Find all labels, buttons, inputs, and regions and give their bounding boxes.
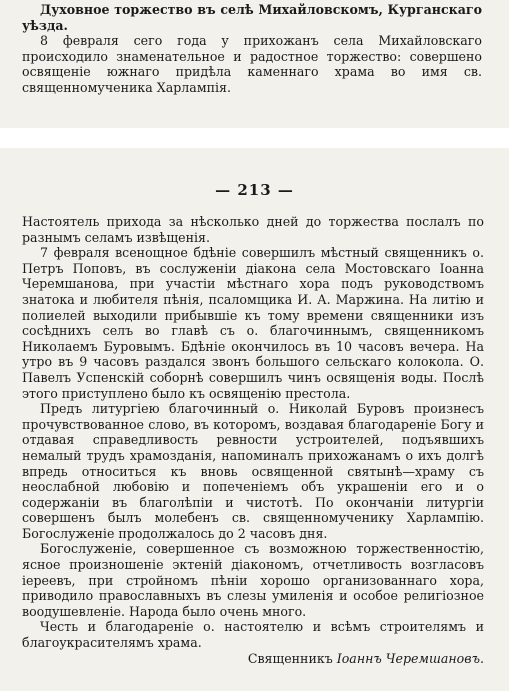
top-article-paragraph: 8 февраля сего года у прихожанъ села Михайловскаго происходило знаменательное и радостное торжество: совершено освященіе южнаго придѣла каменнаго храма во имя св. священномученика Харлампія. bbox=[22, 33, 482, 95]
article-body bbox=[22, 214, 484, 666]
spread-gap bbox=[0, 128, 509, 148]
paragraph-4: Богослуженіе, совершенное съ возможною торжественностію, ясное произношеніе эктеній діакономъ, отчетливость возгласовъ іереевъ, при стройномъ пѣніи хорошо организованнаго хора, приводило православныхъ въ слезы умиленія и особое религіозное воодушевленіе. Народа было очень много. bbox=[22, 541, 484, 619]
paragraph-2: 7 февраля всенощное бдѣніе совершилъ мѣстный священникъ о. Петръ Поповъ, въ сослуженіи діакона села Мостовскаго Іоанна Черемшанова, при участіи мѣстнаго хора подъ руководствомъ знатока и любителя пѣнія, псаломщика И. А. Маржина. На литію и полиелей выходили прибывшіе къ тому времени священники изъ сосѣднихъ селъ во главѣ съ о. благочиннымъ, священникомъ Николаемъ Буровымъ. Бдѣніе окончилось въ 10 часовъ вечера. На утро въ 9 часовъ раздался звонъ большого сельскаго колокола. О. Павелъ Успенскій соборнѣ совершилъ чинъ освященія воды. Послѣ этого приступлено было къ освященію престола. bbox=[22, 245, 484, 401]
signature-line bbox=[22, 651, 484, 667]
top-article-text bbox=[22, 2, 482, 96]
closing-paragraph: Честь и благодареніе о. настоятелю и всѣмъ строителямъ и благоукрасителямъ храма. bbox=[22, 619, 484, 651]
paragraph-3: Предъ литургіею благочинный о. Николай Буровъ произнесъ прочувствованное слово, въ которомъ, воздавая благодареніе Богу и отдавая справедливость ревности устроителей, подъявшихъ немалый трудъ храмозданія, напоминалъ прихожанамъ о ихъ долгѣ впредь относиться къ вновь освященной святынѣ—храму съ неослабной любовію и попеченіемъ объ украшеніи его и о содержаніи въ благолѣпіи и чистотѣ. По окончаніи литургіи совершенъ былъ молебенъ св. священномученику Харлампію. Богослуженіе продолжалось до 2 часовъ дня. bbox=[22, 401, 484, 541]
signature-spacer bbox=[22, 651, 238, 667]
top-page bbox=[0, 0, 509, 128]
signature-name: Іоаннъ Черемшановъ. bbox=[336, 650, 484, 666]
page-number: — 213 — bbox=[215, 181, 294, 199]
signature bbox=[248, 651, 484, 667]
paragraph-1: Настоятель прихода за нѣсколько дней до торжества послалъ по разнымъ селамъ извѣщенія. bbox=[22, 214, 484, 245]
signature-title: Священникъ bbox=[247, 650, 333, 666]
top-article-heading: Духовное торжество въ селѣ Михайловскомъ, Курганскаго уѣзда. bbox=[22, 2, 482, 33]
bottom-page bbox=[0, 148, 509, 691]
